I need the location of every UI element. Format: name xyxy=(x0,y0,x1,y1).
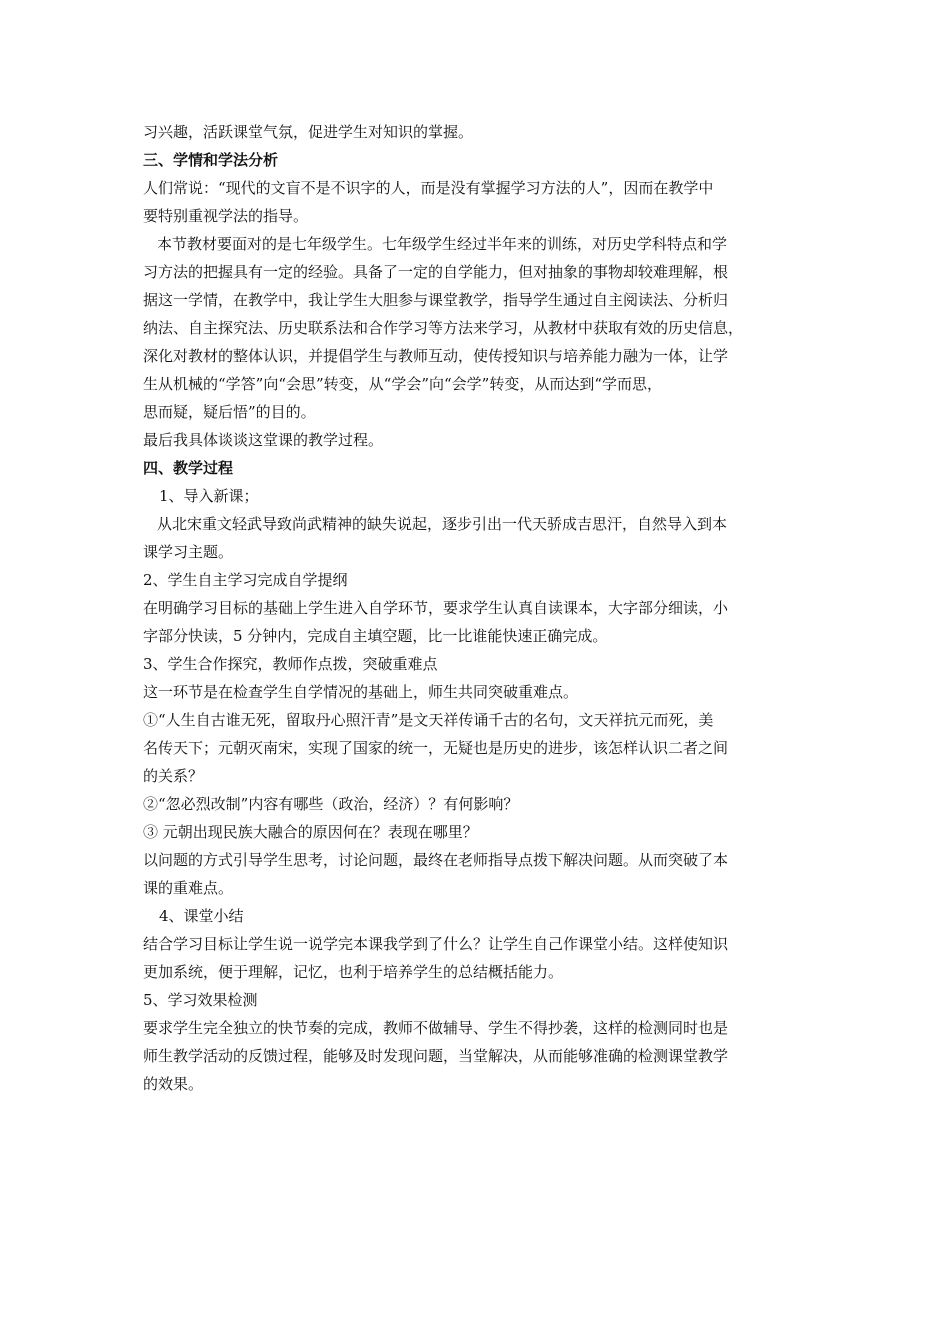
section-heading-4: 四、教学过程 xyxy=(143,459,234,477)
step-title-2: 2、学生自主学习完成自学提纲 xyxy=(143,571,348,589)
paragraph-line: 深化对教材的整体认识，并提倡学生与教师互动，使传授知识与培养能力融为一体，让学 xyxy=(143,347,729,365)
paragraph-line: ②“忽必烈改制”内容有哪些（政治，经济）？有何影响？ xyxy=(143,795,519,813)
document-page xyxy=(143,118,813,1098)
paragraph-line: 人们常说：“现代的文盲不是不识字的人，而是没有掌握学习方法的人”，因而在教学中 xyxy=(143,179,714,197)
paragraph-line: 师生教学活动的反馈过程，能够及时发现问题，当堂解决，从而能够准确的检测课堂教学 xyxy=(143,1047,729,1065)
paragraph-line: 要求学生完全独立的快节奏的完成，教师不做辅导、学生不得抄袭，这样的检测同时也是 xyxy=(143,1019,729,1037)
paragraph-line: 以问题的方式引导学生思考，讨论问题，最终在老师指导点拨下解决问题。从而突破了本 xyxy=(143,851,729,869)
paragraph-line: 习方法的把握具有一定的经验。具备了一定的自学能力，但对抽象的事物却较难理解，根 xyxy=(143,263,729,281)
paragraph-line: 在明确学习目标的基础上学生进入自学环节，要求学生认真自读课本，大字部分细读，小 xyxy=(143,599,729,617)
step-title-4: 4、课堂小结 xyxy=(159,907,244,925)
paragraph-line: ①“人生自古谁无死，留取丹心照汗青”是文天祥传诵千古的名句，文天祥抗元而死，美 xyxy=(143,711,714,729)
paragraph-line: 课学习主题。 xyxy=(143,543,234,561)
paragraph-line: 要特别重视学法的指导。 xyxy=(143,207,309,225)
paragraph-line: 生从机械的“学答”向“会思”转变，从“学会”向“会学”转变，从而达到“学而思， xyxy=(143,375,663,393)
paragraph-line: 据这一学情，在教学中，我让学生大胆参与课堂教学，指导学生通过自主阅读法、分析归 xyxy=(143,291,729,309)
paragraph-line: 更加系统，便于理解，记忆，也利于培养学生的总结概括能力。 xyxy=(143,963,564,981)
paragraph-line: 的效果。 xyxy=(143,1075,204,1093)
paragraph-line: 最后我具体谈谈这堂课的教学过程。 xyxy=(143,431,384,449)
step-title-1: 1、导入新课； xyxy=(159,487,259,505)
paragraph-line: 的关系？ xyxy=(143,767,204,785)
step-title-3: 3、学生合作探究，教师作点拨，突破重难点 xyxy=(143,655,438,673)
section-heading-3: 三、学情和学法分析 xyxy=(143,151,279,169)
paragraph-line: 习兴趣，活跃课堂气氛，促进学生对知识的掌握。 xyxy=(143,123,474,141)
paragraph-line: 本节教材要面对的是七年级学生。七年级学生经过半年来的训练，对历史学科特点和学 xyxy=(157,235,728,253)
paragraph-line: 字部分快读，5 分钟内，完成自主填空题，比一比谁能快速正确完成。 xyxy=(143,627,608,645)
paragraph-line: 纳法、自主探究法、历史联系法和合作学习等方法来学习，从教材中获取有效的历史信息， xyxy=(143,319,744,337)
paragraph-line: 思而疑，疑后悟”的目的。 xyxy=(143,403,316,421)
paragraph-line: 从北宋重文轻武导致尚武精神的缺失说起，逐步引出一代天骄成吉思汗，自然导入到本 xyxy=(157,515,728,533)
paragraph-line: 名传天下；元朝灭南宋，实现了国家的统一，无疑也是历史的进步，该怎样认识二者之间 xyxy=(143,739,729,757)
step-title-5: 5、学习效果检测 xyxy=(143,991,258,1009)
paragraph-line: 结合学习目标让学生说一说学完本课我学到了什么？让学生自己作课堂小结。这样使知识 xyxy=(143,935,729,953)
paragraph-line: 这一环节是在检查学生自学情况的基础上，师生共同突破重难点。 xyxy=(143,683,579,701)
paragraph-line: 课的重难点。 xyxy=(143,879,234,897)
paragraph-line: ③ 元朝出现民族大融合的原因何在？表现在哪里？ xyxy=(143,823,478,841)
